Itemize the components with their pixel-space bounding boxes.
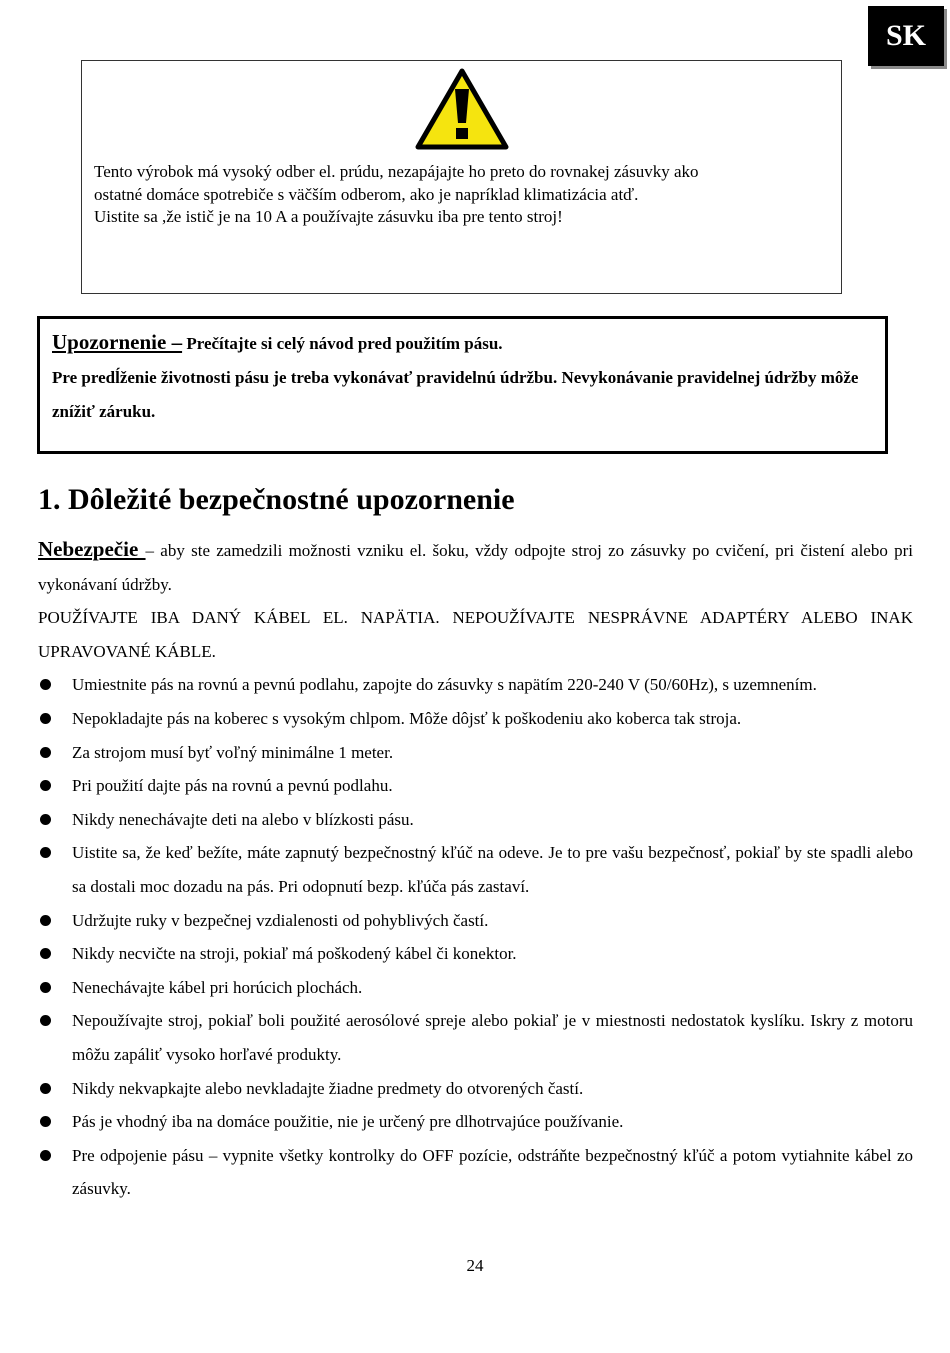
warning-line: Uistite sa ,že istič je na 10 A a používajte zásuvku iba pre tento stroj! — [94, 207, 563, 226]
list-item: Pás je vhodný iba na domáce použitie, nie je určený pre dlhotrvajúce používanie. — [38, 1105, 913, 1139]
list-item: Pri použití dajte pás na rovnú a pevnú podlahu. — [38, 769, 913, 803]
warning-triangle-icon — [414, 67, 510, 151]
page-number: 24 — [466, 1256, 484, 1275]
notice-box — [37, 316, 888, 454]
safety-content — [38, 533, 913, 1206]
list-item: Udržujte ruky v bezpečnej vzdialenosti od pohyblivých častí. — [38, 904, 913, 938]
notice-first-line — [52, 325, 873, 361]
list-item: Pre odpojenie pásu – vypnite všetky kontrolky do OFF pozície, odstráňte bezpečnostný kľúč a potom vytiahnite kábel zo zásuvky. — [38, 1139, 913, 1206]
danger-heading: Nebezpečie — [38, 537, 146, 561]
list-item: Za strojom musí byť voľný minimálne 1 meter. — [38, 736, 913, 770]
warning-line: ostatné domáce spotrebiče s väčším odberom, ako je napríklad klimatizácia atď. — [94, 184, 639, 204]
notice-body: Pre predĺženie životnosti pásu je treba vykonávať pravidelnú údržbu. Nevykonávanie pravidelnej údržby môže znížiť záruku. — [52, 368, 859, 421]
list-item: Nikdy nekvapkajte alebo nevkladajte žiadne predmety do otvorených častí. — [38, 1072, 913, 1106]
warning-line: Tento výrobok má vysoký odber el. prúdu, nezapájajte ho preto do rovnakej zásuvky ako — [94, 162, 699, 181]
warning-box — [81, 60, 842, 294]
list-item: Uistite sa, že keď bežíte, máte zapnutý bezpečnostný kľúč na odeve. Je to pre vašu bezpečnosť, pokiaľ by ste spadli alebo sa dostali moc dozadu na pás. Pri odopnutí bezp. kľúča pás zastaví. — [38, 836, 913, 903]
danger-text: – aby ste zamedzili možnosti vzniku el. šoku, vždy odpojte stroj zo zásuvky po cvičení, pri čistení alebo pri vykonávaní údržby. — [38, 541, 913, 594]
list-item: Nenechávajte kábel pri horúcich plochách. — [38, 971, 913, 1005]
section-title: 1. Dôležité bezpečnostné upozornenie — [38, 483, 515, 516]
list-item: Nikdy necvičte na stroji, pokiaľ má poškodený kábel či konektor. — [38, 937, 913, 971]
notice-heading: Upozornenie – — [52, 330, 183, 354]
list-item: Nepoužívajte stroj, pokiaľ boli použité aerosólové spreje alebo pokiaľ je v miestnosti nedostatok kyslíku. Iskry z motoru môžu zapáliť vysoko horľavé produkty. — [38, 1004, 913, 1071]
list-item: Umiestnite pás na rovnú a pevnú podlahu, zapojte do zásuvky s napätím 220-240 V (50/60Hz), s uzemnením. — [38, 668, 913, 702]
warning-text — [94, 161, 824, 229]
list-item: Nikdy nenechávajte deti na alebo v blízkosti pásu. — [38, 803, 913, 837]
safety-list — [38, 668, 913, 1206]
language-tab: SK — [868, 6, 944, 66]
cable-warning: POUŽÍVAJTE IBA DANÝ KÁBEL EL. NAPÄTIA. NEPOUŽÍVAJTE NESPRÁVNE ADAPTÉRY ALEBO INAK UPRAVOVANÉ KÁBLE. — [38, 608, 913, 661]
list-item: Nepokladajte pás na koberec s vysokým chlpom. Môže dôjsť k poškodeniu ako koberca tak stroja. — [38, 702, 913, 736]
notice-first-text: Prečítajte si celý návod pred použitím pásu. — [182, 334, 503, 353]
danger-paragraph — [38, 533, 913, 601]
